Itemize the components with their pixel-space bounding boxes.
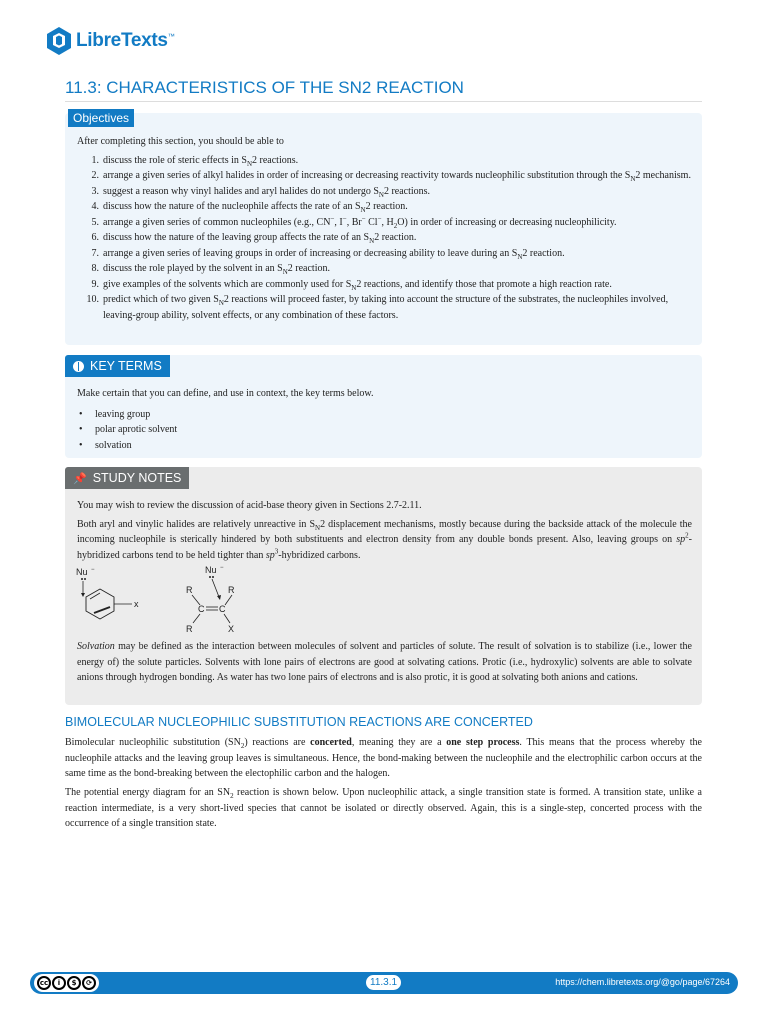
fig-r-2: R xyxy=(228,585,235,595)
study-notes-p1: You may wish to review the discussion of acid-base theory given in Sections 2.7-2.11. xyxy=(77,500,422,511)
fig-c-1: C xyxy=(198,604,205,614)
attack-arrowhead xyxy=(81,593,85,597)
objective-number: 8. xyxy=(91,263,99,274)
sa-icon: ⟳ xyxy=(82,976,96,990)
study-notes-label xyxy=(65,467,189,489)
libretexts-logo-icon xyxy=(46,26,72,56)
objective-item xyxy=(77,261,692,277)
study-notes-box xyxy=(65,467,702,705)
attack-arrow-2 xyxy=(212,579,219,597)
objective-number: 5. xyxy=(91,216,99,228)
objective-text: discuss the role of steric effects in $S_N2$ reactions. xyxy=(103,154,299,168)
benzene-ring xyxy=(86,589,114,619)
objective-number: 3. xyxy=(91,185,99,197)
key-term-item: • solvation xyxy=(77,438,692,454)
objective-item xyxy=(77,246,692,262)
objectives-label: Objectives xyxy=(68,109,134,127)
objective-text: arrange a given series of alkyl halides in order of increasing or decreasing reactivity towards nucleophilic substitution through the $S_N2$ mechanism. xyxy=(103,170,691,183)
study-notes-p2: Both aryl and vinylic halides are relatively unreactive in $S_N2$ displacement mechanisms, mostly because during the backside attack of the molecule the incoming nucleophile is sterically hindered by both substituents and electron density from any double bonds present. Also, leaving groups on $sp^2$-hybridized carbons tend to be held tighter than $sp^3$-hybridized carbons. xyxy=(77,518,692,561)
key-term-item: • leaving group xyxy=(77,407,692,423)
key-terms-label xyxy=(65,355,170,377)
objective-number: 7. xyxy=(91,247,99,259)
wedge-bond xyxy=(94,607,110,613)
objective-text: arrange a given series of common nucleophiles (e.g., CN−, I−, Br− Cl−, $H_2O$) in order of increasing or decreasing nucleophilicity. xyxy=(103,214,617,230)
objective-text: give examples of the solvents which are commonly used for $S_N2$ reactions, and identify those that promote a high reaction rate. xyxy=(103,278,612,292)
svg-text:−: − xyxy=(220,565,224,571)
objective-number: 2. xyxy=(91,170,99,181)
objectives-list xyxy=(77,153,692,324)
key-terms-list xyxy=(77,407,692,454)
section-paragraph-2: The potential energy diagram for an $SN_2$ reaction is shown below. Upon nucleophilic attack, a single transition state is formed. A transition state, unlike a reaction intermediate, is a very short-lived species that cannot be isolated or directly observed. Again, this is a single-step, concerted process with the occurrence of a single transition state. xyxy=(65,787,703,829)
objective-number: 1. xyxy=(91,154,99,166)
key-terms-box xyxy=(65,355,702,458)
objective-number: 6. xyxy=(91,232,99,243)
objective-item xyxy=(77,215,692,231)
fig-x-2: X xyxy=(228,624,235,634)
brand-name: LibreTexts™ xyxy=(76,30,175,51)
key-term-item: • polar aprotic solvent xyxy=(77,422,692,438)
page-footer xyxy=(30,972,738,994)
fig-r-3: R xyxy=(186,624,193,634)
by-icon: i xyxy=(52,976,66,990)
objective-number: 4. xyxy=(91,201,99,212)
objective-text: discuss how the nature of the nucleophile affects the rate of an $S_N2$ reaction. xyxy=(103,201,408,214)
page-title: 11.3: CHARACTERISTICS OF THE SN2 REACTION xyxy=(65,78,464,97)
fig-c-2: C xyxy=(219,604,226,614)
objective-item xyxy=(77,292,692,323)
page-number: 11.3.1 xyxy=(366,975,401,990)
objective-text: suggest a reason why vinyl halides and aryl halides do not undergo $S_N2$ reactions. xyxy=(103,185,431,199)
objective-item xyxy=(77,153,692,169)
objective-item xyxy=(77,277,692,293)
svg-text:−: − xyxy=(91,567,95,573)
key-terms-label-text: KEY TERMS xyxy=(90,359,162,373)
nc-icon: $ xyxy=(67,976,81,990)
fig-nu-1: Nu xyxy=(76,567,88,577)
lone-pair-dot xyxy=(81,578,83,580)
attack-arrowhead-2 xyxy=(217,595,221,600)
objectives-box xyxy=(65,113,702,345)
license-badge[interactable] xyxy=(34,974,99,992)
aryl-vinyl-figure xyxy=(72,565,272,637)
objective-number: 9. xyxy=(91,278,99,290)
title-divider xyxy=(65,101,702,102)
objective-item xyxy=(77,184,692,200)
lone-pair-dot xyxy=(84,578,86,580)
pin-icon: 📌 xyxy=(73,471,87,485)
cc-icon: cc xyxy=(37,976,51,990)
fig-r-1: R xyxy=(186,585,193,595)
objective-text: predict which of two given $S_N2$ reactions will proceed faster, by taking into account the structure of the substrates, the nucleophiles involved, leaving-group ability, solvent effects, or any combination of these factors. xyxy=(103,294,669,321)
objective-text: discuss the role played by the solvent in an $S_N2$ reaction. xyxy=(103,263,330,276)
fig-nu-2: Nu xyxy=(205,565,217,575)
libretexts-logo[interactable] xyxy=(46,26,174,56)
objective-item xyxy=(77,230,692,246)
page-url[interactable]: https://chem.libretexts.org/@go/page/67264 xyxy=(555,977,730,987)
fig-x-1: x xyxy=(134,599,139,609)
objectives-intro: After completing this section, you should be able to xyxy=(77,136,284,147)
objective-text: discuss how the nature of the leaving group affects the rate of an $S_N2$ reaction. xyxy=(103,232,417,245)
study-notes-p3: Solvation may be defined as the interaction between molecules of solvent and particles of solute. The result of solvation is to stabilize (i.e., lower the energy of) the solute particles. Solvents with lone pairs of electrons are good at solvating cations. Protic (i.e., hydroxylic) solvents are able to solvate anions through hydrogen bonding. As water has two lone pairs of electrons and is also protic, it is good at solvating both anions and cations. xyxy=(77,641,692,683)
section-heading: BIMOLECULAR NUCLEOPHILIC SUBSTITUTION REACTIONS ARE CONCERTED xyxy=(65,715,533,729)
section-paragraph-1: Bimolecular nucleophilic substitution $(SN_2)$ reactions are concerted, meaning they are a one step process. This means that the process whereby the nucleophile attacks and the leaving group leaves is simultaneous. Hence, the bond-making between the nucleophile and the electrophilic carbon occurs at the same time as the bond-breaking between the electophilic carbon and the halogen. xyxy=(65,737,702,779)
study-notes-label-text: STUDY NOTES xyxy=(92,471,182,485)
objective-text: arrange a given series of leaving groups in order of increasing or decreasing ability to leave during an $S_N2$ reaction. xyxy=(103,247,565,261)
objective-number: 10. xyxy=(86,294,99,305)
key-terms-icon xyxy=(73,361,84,372)
objective-item xyxy=(77,168,692,184)
key-terms-intro: Make certain that you can define, and use in context, the key terms below. xyxy=(77,388,374,399)
objective-item xyxy=(77,199,692,215)
